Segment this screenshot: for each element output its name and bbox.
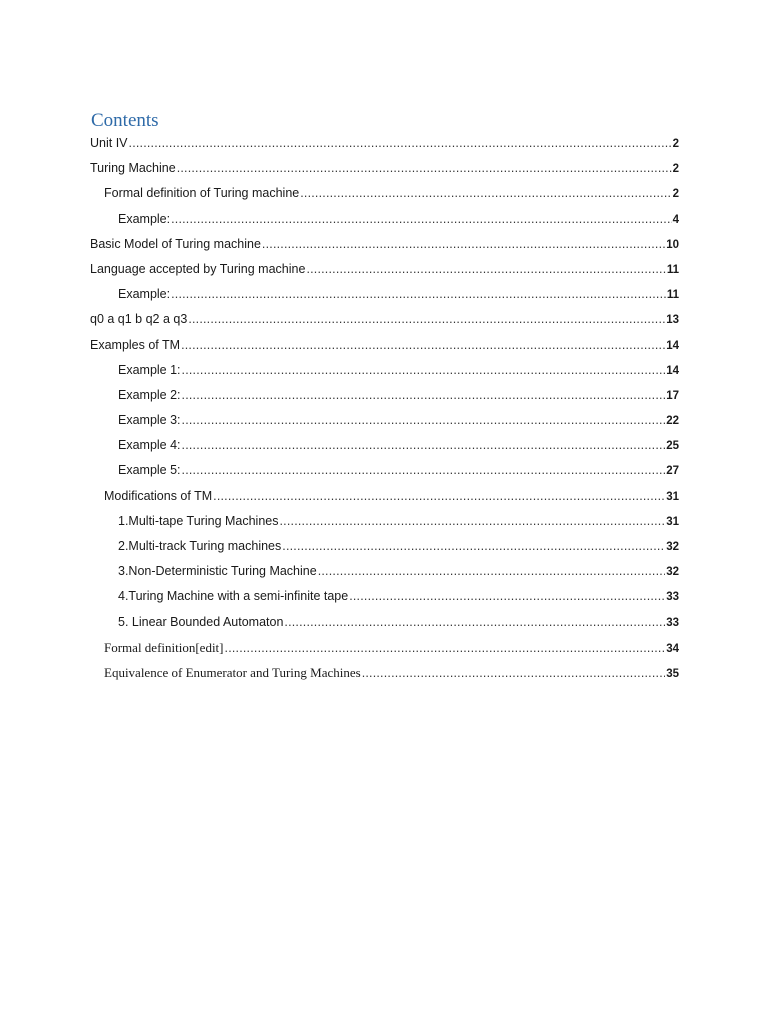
toc-entry-text: Turing Machine <box>90 161 176 176</box>
toc-entry[interactable] <box>90 333 679 358</box>
toc-entry[interactable] <box>90 484 679 509</box>
toc-entry[interactable] <box>90 610 679 635</box>
toc-entry-text: 5. Linear Bounded Automaton <box>118 614 284 629</box>
toc-entry-text: Example 4: <box>118 438 181 453</box>
toc-entry-text: Example 2: <box>118 387 181 402</box>
toc-entry-text: Examples of TM <box>90 337 181 352</box>
toc-entry-text: Example 1: <box>118 362 181 377</box>
toc-dot-leader <box>318 559 666 584</box>
toc-entry-text: Example: <box>118 211 171 226</box>
toc-entry-text: 1.Multi-tape Turing Machines <box>118 513 279 528</box>
toc-dot-leader <box>129 131 672 156</box>
toc-entry[interactable] <box>90 257 679 282</box>
toc-dot-leader <box>349 584 665 609</box>
toc-entry[interactable] <box>90 559 679 584</box>
toc-page-number: 14 <box>666 339 679 352</box>
toc-entry[interactable] <box>90 584 679 609</box>
toc-page-number: 14 <box>666 364 679 377</box>
toc-page-number: 25 <box>666 440 679 453</box>
toc-page-number: 34 <box>666 642 679 655</box>
toc-dot-leader <box>306 257 665 282</box>
toc-entry-text: Formal definition of Turing machine <box>104 186 300 201</box>
toc-dot-leader <box>182 383 666 408</box>
toc-dot-leader <box>171 207 671 232</box>
toc-dot-leader <box>225 636 666 660</box>
toc-dot-leader <box>182 433 666 458</box>
toc-page-number: 4 <box>672 213 679 226</box>
toc-entry[interactable] <box>90 534 679 559</box>
toc-page-number: 13 <box>666 314 679 327</box>
toc-page-number: 32 <box>666 541 679 553</box>
toc-entry[interactable] <box>90 358 679 383</box>
toc-entry-text: q0 a q1 b q2 a q3 <box>90 312 188 327</box>
toc-page-number: 2 <box>672 188 679 201</box>
toc-page-number: 22 <box>666 415 679 428</box>
toc-page-number: 31 <box>666 490 679 503</box>
toc-dot-leader <box>284 610 665 635</box>
toc-dot-leader <box>171 282 666 307</box>
toc-entry[interactable] <box>90 458 679 483</box>
toc-page-number: 32 <box>666 566 679 579</box>
toc-entry[interactable] <box>90 156 679 181</box>
toc-page-number: 33 <box>666 591 679 604</box>
toc-dot-leader <box>182 458 666 483</box>
toc-entry[interactable] <box>90 635 679 660</box>
toc-entry[interactable] <box>90 307 679 332</box>
toc-entry-text: 4.Turing Machine with a semi-infinite tape <box>118 589 349 604</box>
toc-entry-text: Equivalence of Enumerator and Turing Machines <box>104 664 361 680</box>
toc-page-number: 11 <box>666 289 679 302</box>
toc-entry[interactable] <box>90 509 679 534</box>
toc-entry[interactable] <box>90 207 679 232</box>
toc-page-number: 31 <box>666 515 679 528</box>
toc-entry-text: Example 3: <box>118 413 181 428</box>
toc-entry[interactable] <box>90 282 679 307</box>
toc-dot-leader <box>300 181 671 206</box>
toc-page-number: 33 <box>666 616 679 629</box>
toc-page-number: 27 <box>666 465 679 478</box>
toc-entry-text: Basic Model of Turing machine <box>90 236 261 251</box>
toc-title: Contents <box>91 110 159 131</box>
toc-entry-text: Language accepted by Turing machine <box>90 261 306 276</box>
toc-entry[interactable] <box>90 660 679 685</box>
toc-dot-leader <box>362 661 666 685</box>
toc-dot-leader <box>182 408 666 433</box>
toc-dot-leader <box>213 484 665 509</box>
toc-entry-text: 2.Multi-track Turing machines <box>118 539 282 553</box>
toc-dot-leader <box>188 307 665 332</box>
toc-entry-text: Example: <box>118 287 171 302</box>
toc-page-number: 17 <box>666 389 679 402</box>
toc-entry[interactable] <box>90 408 679 433</box>
toc-entry[interactable] <box>90 131 679 156</box>
toc-dot-leader <box>282 534 665 559</box>
toc-page-number: 35 <box>666 667 679 680</box>
toc-dot-leader <box>182 358 666 383</box>
toc-entry-text: Formal definition[edit] <box>104 639 224 655</box>
toc-page-number: 11 <box>666 263 679 276</box>
toc-dot-leader <box>177 156 672 181</box>
toc-entry-text: Example 5: <box>118 463 181 478</box>
toc-entry-text: Modifications of TM <box>104 488 213 503</box>
toc-page-number: 2 <box>672 138 679 150</box>
toc-entry-text: Unit IV <box>90 136 128 150</box>
toc-dot-leader <box>262 232 665 257</box>
toc-entry[interactable] <box>90 433 679 458</box>
toc-page-number: 2 <box>672 163 679 176</box>
toc-entry[interactable] <box>90 181 679 206</box>
toc-entry[interactable] <box>90 383 679 408</box>
toc-dot-leader <box>181 333 665 358</box>
table-of-contents <box>90 131 679 685</box>
toc-dot-leader <box>280 509 666 534</box>
toc-entry[interactable] <box>90 232 679 257</box>
toc-page-number: 10 <box>666 238 679 251</box>
toc-entry-text: 3.Non-Deterministic Turing Machine <box>118 564 317 579</box>
